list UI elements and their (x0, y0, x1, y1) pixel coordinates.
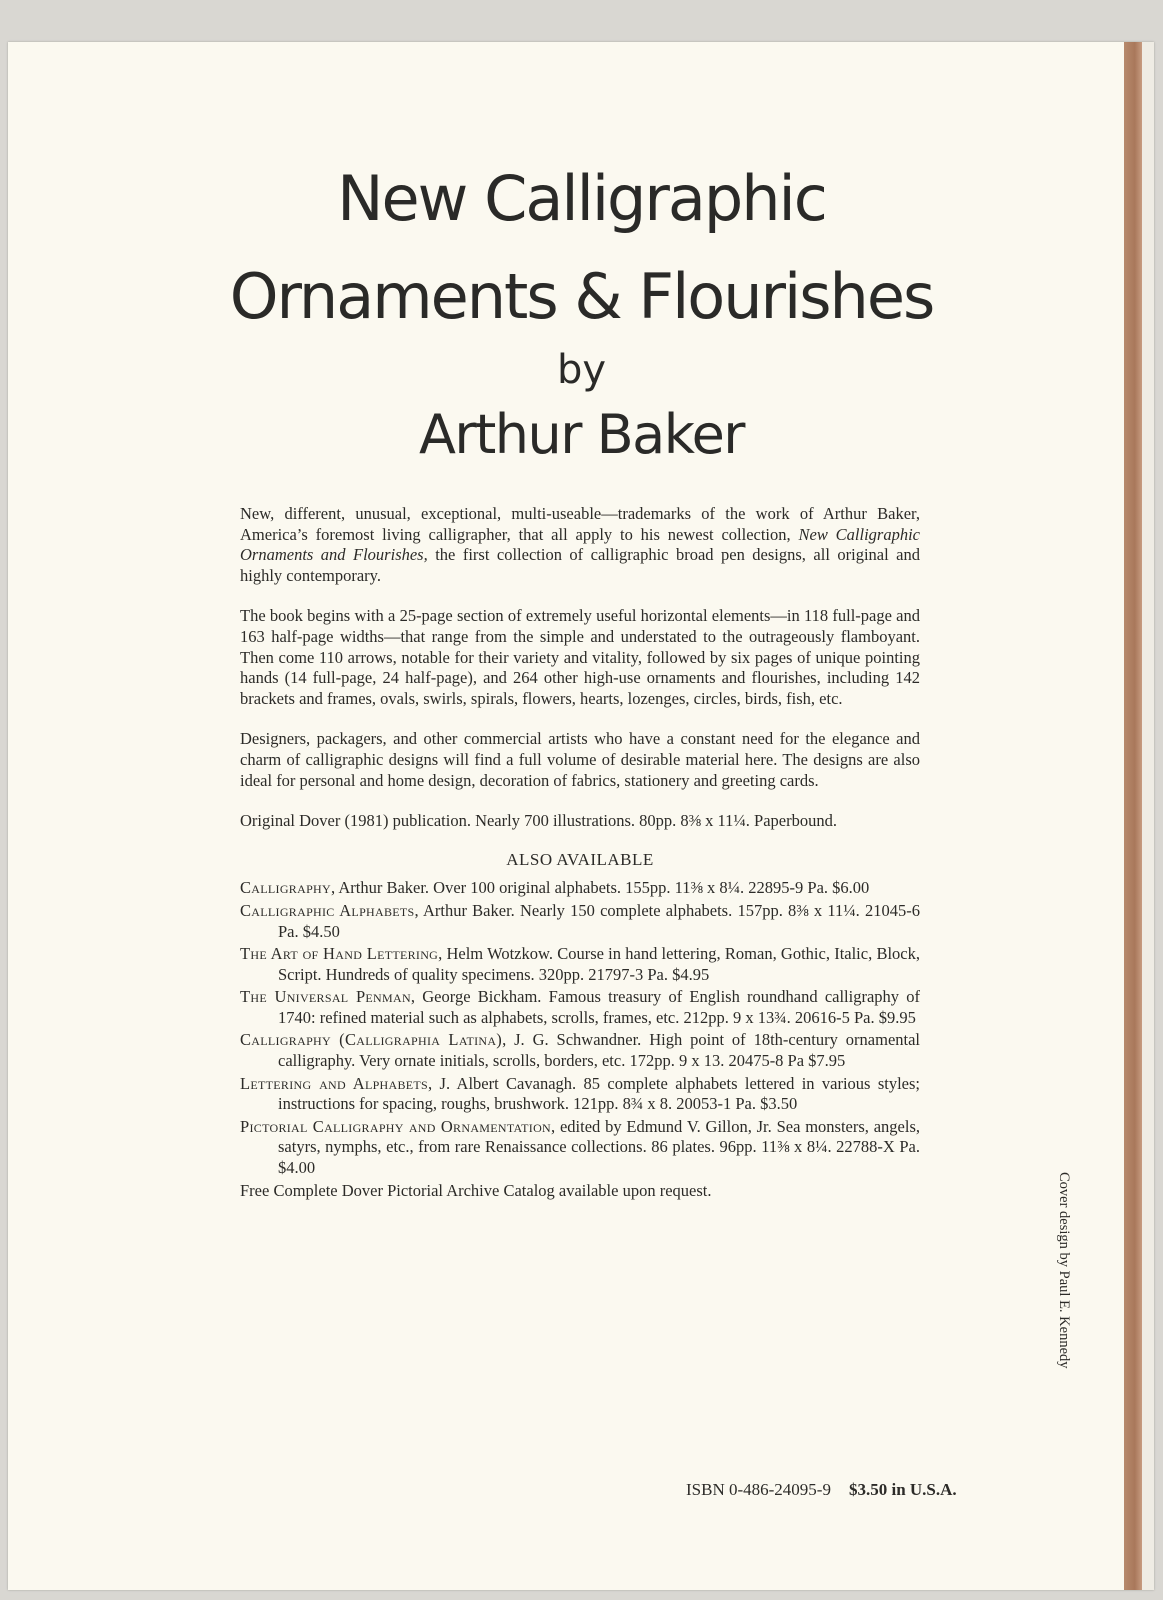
description-paragraph-3: Designers, packagers, and other commercial artists who have a constant need for the elegance and charm of calligraphic designs will find a full volume of desirable material here. The designs are also ideal for personal and home design, decoration of fabrics, stationery and greeting cards. (240, 729, 920, 790)
publication-info: Original Dover (1981) publication. Nearly 700 illustrations. 80pp. 8⅜ x 11¼. Paperbound. (240, 811, 837, 831)
entry-title: The Art of Hand Lettering (240, 944, 439, 964)
title-block (0, 150, 1163, 474)
title-line-2: Ornaments & Flourishes (229, 260, 934, 333)
p1-book-title: New Calligraphic Ornaments and Flourishes, (240, 524, 920, 565)
entry-title: Calligraphy (Calligraphia Latina) (240, 1030, 503, 1050)
description-body (240, 504, 920, 1221)
entry-title: Calligraphic Alphabets (240, 900, 415, 920)
also-available-entry (240, 1117, 920, 1179)
p1-text-b: the first collection of calligraphic broad pen designs, all original and highly contemporary. (240, 545, 920, 585)
entry-title: The Universal Penman (240, 987, 411, 1007)
cover-design-credit: Cover design by Paul E. Kennedy (1056, 1172, 1072, 1369)
title-line-1: New Calligraphic (337, 162, 826, 235)
also-available-heading: ALSO AVAILABLE (506, 849, 654, 869)
entry-detail: , Arthur Baker. Nearly 150 complete alphabets. 157pp. 8⅜ x 11¼. 21045-6 Pa. $4.50 (278, 900, 920, 941)
also-available-entry (240, 901, 920, 942)
entry-title: Lettering and Alphabets (240, 1073, 429, 1093)
also-available-entry (240, 987, 920, 1028)
entry-detail: , Arthur Baker. Over 100 original alphabets. 155pp. 11⅜ x 8¼. 22895-9 Pa. $6.00 (330, 878, 870, 898)
description-paragraph-2: The book begins with a 25-page section of extremely useful horizontal elements—in 118 full-page and 163 half-page widths—that range from the simple and understated to the outrageously flamboyant. Then come 110 arrows, notable for their variety and vitality, followed by six pages of unique pointing hands (14 full-page, 24 half-page), and 264 other high-use ornaments and flourishes, including 142 brackets and frames, ovals, swirls, spirals, flowers, hearts, lozenges, circles, birds, fish, etc. (240, 606, 920, 708)
author-name: Arthur Baker (418, 403, 745, 466)
also-available-entry (240, 1030, 920, 1071)
by-line: by (556, 347, 607, 393)
entry-detail: , Helm Wotzkow. Course in hand lettering, Roman, Gothic, Italic, Block, Script. Hundreds of quality specimens. 320pp. 21797-3 Pa. $4.95 (278, 944, 920, 984)
entry-title: Pictorial Calligraphy and Ornamentation (240, 1116, 552, 1136)
entry-detail: , George Bickham. Famous treasury of English roundhand calligraphy of 1740: refined material such as alphabets, scrolls, frames, etc. 212pp. 9 x 13¾. 20616-5 Pa. $9.95 (278, 987, 920, 1027)
entry-title: Calligraphy (240, 878, 331, 898)
entry-detail: , J. G. Schwandner. High point of 18th-century ornamental calligraphy. Very ornate initials, scrolls, borders, etc. 172pp. 9 x 13. 20475-8 Pa $7.95 (278, 1030, 921, 1071)
entry-detail: , edited by Edmund V. Gillon, Jr. Sea monsters, angels, satyrs, nymphs, etc., from rare Renaissance collections. 86 plates. 96pp. 11⅜ x 8¼. 22788-X Pa. $4.00 (278, 1116, 920, 1178)
catalog-note: Free Complete Dover Pictorial Archive Catalog available upon request. (240, 1180, 712, 1200)
also-available-entry (240, 944, 920, 985)
also-available-entry (240, 1074, 920, 1115)
isbn: ISBN 0-486-24095-9 (686, 1480, 831, 1499)
isbn-price-line (686, 1480, 1016, 1500)
p1-text-a: New, different, unusual, exceptional, multi-useable—trademarks of the work of Arthur Baker, America’s foremost living calligrapher, that all apply to his newest collection, (240, 504, 920, 544)
description-paragraph-1 (240, 504, 920, 586)
price: $3.50 in U.S.A. (848, 1480, 957, 1499)
entry-detail: , J. Albert Cavanagh. 85 complete alphabets lettered in various styles; instructions for spacing, roughs, brushwork. 121pp. 8¾ x 8. 20053-1 Pa. $3.50 (278, 1073, 921, 1114)
also-available-entry (240, 878, 920, 899)
